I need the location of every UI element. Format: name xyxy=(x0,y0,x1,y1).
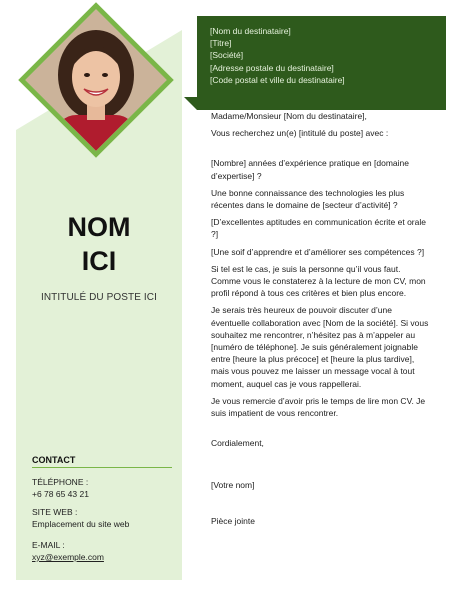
letter-salutation: Madame/Monsieur [Nom du destinataire], xyxy=(211,111,367,121)
phone-value: +6 78 65 43 21 xyxy=(32,489,89,499)
recipient-block-corner xyxy=(184,97,197,110)
recipient-address xyxy=(210,25,345,86)
website-label: SITE WEB : xyxy=(32,507,78,517)
letter-closing: Cordialement, xyxy=(211,438,264,449)
contact-phone xyxy=(32,476,89,500)
job-title: INTITULÉ DU POSTE ICI xyxy=(40,292,157,303)
letter-signature: [Votre nom] xyxy=(211,480,255,491)
email-label: E-MAIL : xyxy=(32,540,65,550)
letter-intro: Vous recherchez un(e) [intitulé du poste] avec : xyxy=(211,128,389,139)
contact-email xyxy=(32,539,104,563)
email-link[interactable]: xyz@exemple.com xyxy=(32,552,104,562)
contact-heading: CONTACT xyxy=(32,455,76,465)
letter-paragraph-3: Je vous remercie d’avoir pris le temps de lire mon CV. Je suis impatient de vous rencontrer. xyxy=(211,395,426,419)
candidate-name: NOM ICI xyxy=(67,212,131,276)
letter-point-3: [D’excellentes aptitudes en communication écrite et orale ?] xyxy=(211,217,426,240)
recipient-street: [Adresse postale du destinataire] xyxy=(210,62,334,73)
phone-label: TÉLÉPHONE : xyxy=(32,477,89,487)
letter-attachment: Pièce jointe xyxy=(211,515,255,526)
contact-website xyxy=(32,506,129,530)
recipient-company: [Société] xyxy=(210,50,244,61)
letter-paragraph-2: Je serais très heureux de pouvoir discuter d’une éventuelle collaboration avec [Nom de la société]. Si vous souhaitez me rencontrer, n’hésitez pas à m’appeler au [numéro de téléphone]. Je suis généralement joignable entre [heure la plus précoce] et [heure la plus tardive], mais vous pouvez me laisser un message vocal à tout moment, auquel cas je vous rappellerai. xyxy=(211,305,429,389)
letter-body xyxy=(211,110,429,527)
letter-point-1: [Nombre] années d’expérience pratique en [domaine d’expertise] ? xyxy=(211,158,409,181)
letter-paragraph-1: Si tel est le cas, je suis la personne qu’il vous faut. Comme vous le constaterez à la lecture de mon CV, mon profil répond à tous ces critères et bien plus encore. xyxy=(211,263,426,299)
recipient-title: [Titre] xyxy=(210,38,232,49)
letter-point-2: Une bonne connaissance des technologies les plus récentes dans le domaine de [secteur d’activité] ? xyxy=(211,187,405,211)
recipient-city: [Code postal et ville du destinataire] xyxy=(210,74,345,85)
letter-point-4: [Une soif d’apprendre et d’améliorer ses compétences ?] xyxy=(211,246,425,257)
contact-divider xyxy=(32,467,172,468)
website-value: Emplacement du site web xyxy=(32,519,130,529)
recipient-name: [Nom du destinataire] xyxy=(210,26,291,36)
